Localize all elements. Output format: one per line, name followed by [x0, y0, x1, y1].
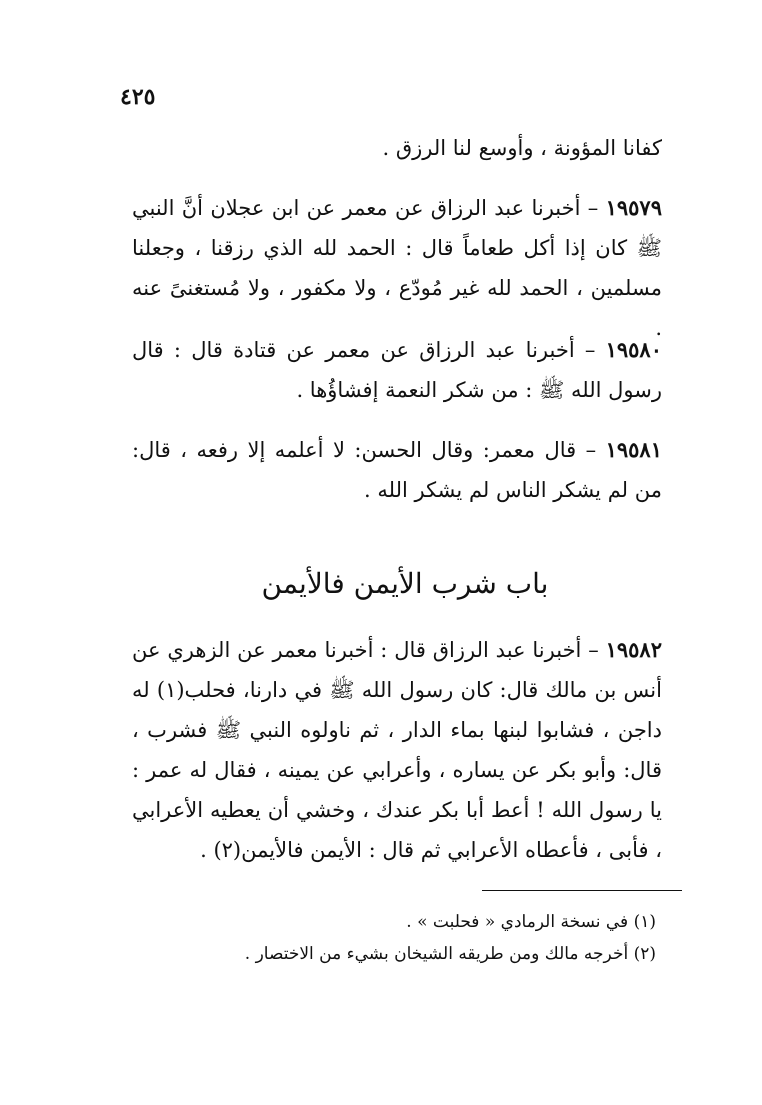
footnote-divider	[482, 890, 682, 891]
hadith-text: – أخبرنا عبد الرزاق قال : أخبرنا معمر عن الزهري عن أنس بن مالك قال: كان رسول الله ﷺ في دارنا، فحلب(١) له داجن ، فشابوا لبنها بماء الدار ، ثم ناولوه النبي ﷺ فشرب ، قال: وأبو بكر عن يساره ، وأعرابي عن يمينه ، فقال له عمر : يا رسول الله ! أعط أبا بكر عندك ، وخشي أن يعطيه الأعرابي ، فأبى ، فأعطاه الأعرابي ثم قال : الأيمن فالأيمن(٢) .	[132, 638, 662, 862]
hadith-number: ١٩٥٧٩	[605, 195, 662, 220]
hadith-text: – قال معمر: وقال الحسن: لا أعلمه إلا رفعه ، قال: من لم يشكر الناس لم يشكر الله .	[132, 438, 662, 502]
hadith-19580	[132, 330, 662, 410]
chapter-heading: باب شرب الأيمن فالأيمن	[261, 567, 549, 600]
page-number: ٤٢٥	[120, 84, 156, 110]
footnote-1: (١) في نسخة الرمادي « فحلبت » .	[406, 912, 656, 932]
hadith-number: ١٩٥٨٢	[605, 637, 662, 662]
hadith-number: ١٩٥٨١	[605, 437, 662, 462]
hadith-19581	[132, 430, 662, 510]
continuation-paragraph	[132, 128, 662, 168]
hadith-19579	[132, 188, 662, 348]
paragraph-text: كفانا المؤونة ، وأوسع لنا الرزق .	[382, 136, 662, 160]
hadith-19582	[132, 630, 662, 870]
footnote-2: (٢) أخرجه مالك ومن طريقه الشيخان بشيء من الاختصار .	[244, 944, 656, 964]
hadith-number: ١٩٥٨٠	[605, 337, 662, 362]
hadith-text: – أخبرنا عبد الرزاق عن معمر عن قتادة قال : قال رسول الله ﷺ : من شكر النعمة إفشاؤُها .	[132, 338, 662, 402]
hadith-text: – أخبرنا عبد الرزاق عن معمر عن ابن عجلان أنَّ النبي ﷺ كان إذا أكل طعاماً قال : الحمد لله الذي رزقنا ، وجعلنا مسلمين ، الحمد لله غير مُودّع ، ولا مكفور ، ولا مُستغنىً عنه .	[132, 196, 662, 340]
footnotes	[126, 906, 656, 970]
